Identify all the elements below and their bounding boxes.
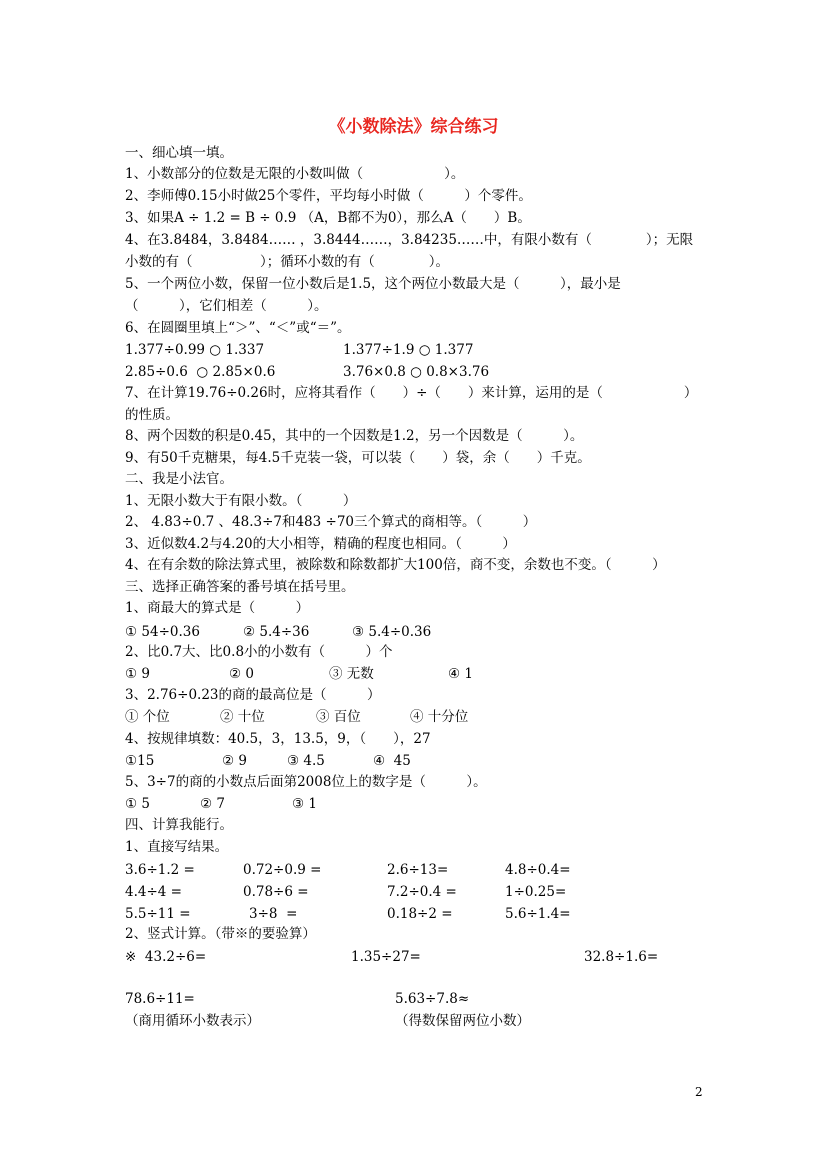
question-1-5-line1: 5、一个两位小数，保留一位小数后是1.5，这个两位小数最大是（ ），最小是	[125, 276, 621, 292]
compare-item: 2.85÷0.6 ○ 2.85×0.6	[125, 364, 276, 380]
vertical-calc-item: 78.6÷11=	[125, 991, 195, 1007]
option-item: ② 7	[200, 796, 225, 812]
section-3-heading: 三、选择正确答案的番号填在括号里。	[125, 579, 355, 595]
question-1-3: 3、如果A ÷ 1.2 = B ÷ 0.9 （A，B都不为0），那么A（ ）B。	[125, 210, 531, 226]
question-1-5-line2: （ ），它们相差（ ）。	[125, 298, 328, 314]
calc-item: 4.8÷0.4=	[505, 862, 571, 878]
option-item: ④ 十分位	[410, 709, 469, 725]
section-4-sub2: 2、竖式计算。（带※的要验算）	[125, 926, 316, 942]
option-item: ④ 45	[373, 753, 411, 769]
calc-note: （得数保留两位小数）	[395, 1013, 530, 1029]
calc-item: 1÷0.25=	[505, 884, 567, 900]
option-item: ④ 1	[448, 666, 473, 682]
calc-item: 0.72÷0.9 =	[243, 862, 322, 878]
vertical-calc-item: 32.8÷1.6=	[584, 949, 659, 965]
option-item: ② 9	[222, 753, 247, 769]
question-2-2: 2、 4.83÷0.7 、48.3÷7和483 ÷70三个算式的商相等。（ ）	[125, 514, 537, 530]
compare-item: 3.76×0.8 ○ 0.8×3.76	[343, 364, 490, 380]
vertical-calc-item: 5.63÷7.8≈	[395, 991, 470, 1007]
compare-item: 1.377÷0.99 ○ 1.337	[125, 342, 265, 358]
question-1-2: 2、李师傅0.15小时做25个零件，平均每小时做（ ）个零件。	[125, 188, 532, 204]
section-4-heading: 四、计算我能行。	[125, 817, 233, 833]
question-1-7-line2: 的性质。	[125, 407, 179, 423]
question-1-7-line1: 7、在计算19.76÷0.26时，应将其看作（ ）÷（ ）来计算，运用的是（ ）	[125, 385, 698, 401]
option-item: ③ 1	[292, 796, 317, 812]
option-item: ③ 4.5	[287, 753, 325, 769]
question-1-4-line1: 4、在3.8484，3.8484…… ，3.8444……，3.84235……中，有限小数有（ ）；无限	[125, 232, 694, 248]
question-2-4: 4、在有余数的除法算式里，被除数和除数都扩大100倍，商不变，余数也不变。（ ）	[125, 557, 666, 573]
question-1-6: 6、在圆圈里填上“＞”、“＜”或“＝”。	[125, 320, 351, 336]
calc-item: 5.5÷11 =	[125, 906, 191, 922]
question-3-4: 4、按规律填数：40.5，3，13.5，9，（ ），27	[125, 731, 431, 747]
option-item: ① 5	[125, 796, 150, 812]
question-3-1: 1、商最大的算式是（ ）	[125, 600, 310, 616]
section-2-heading: 二、我是小法官。	[125, 471, 233, 487]
calc-item: 0.18÷2 =	[387, 906, 453, 922]
calc-item: 3÷8 =	[249, 906, 298, 922]
calc-item: 3.6÷1.2 =	[125, 862, 195, 878]
option-item: ① 54÷0.36	[125, 624, 200, 640]
option-item: ② 5.4÷36	[243, 624, 310, 640]
question-3-2: 2、比0.7大、比0.8小的小数有（ ）个	[125, 644, 393, 660]
option-item: ③ 5.4÷0.36	[352, 624, 432, 640]
question-3-3: 3、2.76÷0.23的商的最高位是（ ）	[125, 687, 381, 703]
option-item: ② 0	[229, 666, 254, 682]
page-number: 2	[695, 1085, 703, 1099]
option-item: ③ 无数	[329, 666, 374, 682]
option-item: ② 十位	[220, 709, 265, 725]
calc-item: 5.6÷1.4=	[505, 906, 571, 922]
calc-item: 7.2÷0.4 =	[387, 884, 457, 900]
compare-item: 1.377÷1.9 ○ 1.377	[343, 342, 474, 358]
option-item: ③ 百位	[316, 709, 361, 725]
option-item: ①15	[125, 753, 155, 769]
question-2-3: 3、近似数4.2与4.20的大小相等，精确的程度也相同。（ ）	[125, 536, 516, 552]
question-3-5: 5、3÷7的商的小数点后面第2008位上的数字是（ ）。	[125, 774, 487, 790]
calc-item: 0.78÷6 =	[243, 884, 309, 900]
question-1-4-line2: 小数的有（ ）；循环小数的有（ ）。	[125, 254, 449, 270]
option-item: ① 9	[125, 666, 150, 682]
section-1-heading: 一、细心填一填。	[125, 145, 233, 161]
option-item: ① 个位	[125, 709, 170, 725]
section-4-sub1: 1、直接写结果。	[125, 839, 229, 855]
question-1-1: 1、小数部分的位数是无限的小数叫做（ ）。	[125, 166, 465, 182]
calc-item: 4.4÷4 =	[125, 884, 182, 900]
question-2-1: 1、无限小数大于有限小数。（ ）	[125, 493, 357, 509]
vertical-calc-item: ※ 43.2÷6=	[125, 949, 207, 965]
page-title: 《小数除法》综合练习	[328, 117, 499, 137]
question-1-8: 8、两个因数的积是0.45，其中的一个因数是1.2，另一个因数是（ ）。	[125, 428, 584, 444]
question-1-9: 9、有50千克糖果，每4.5千克装一袋，可以装（ ）袋，余（ ）千克。	[125, 450, 591, 466]
calc-item: 2.6÷13=	[387, 862, 449, 878]
calc-note: （商用循环小数表示）	[125, 1013, 260, 1029]
vertical-calc-item: 1.35÷27=	[351, 949, 421, 965]
